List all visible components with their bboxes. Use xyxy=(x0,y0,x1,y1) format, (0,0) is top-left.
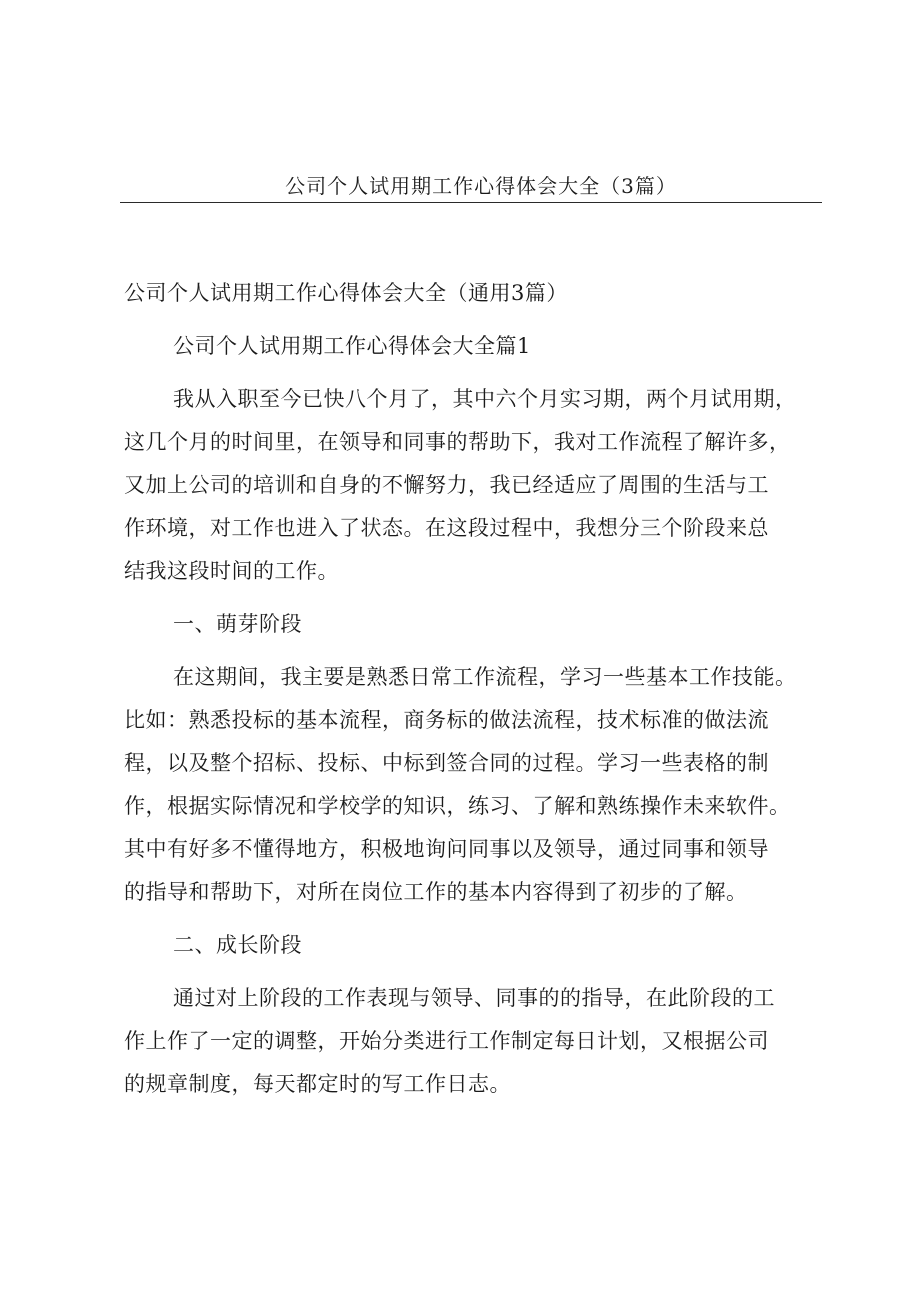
paragraph-2 xyxy=(124,656,824,914)
document-body xyxy=(124,272,824,1106)
paragraph-line: 又加上公司的培训和自身的不懈努力，我已经适应了周围的生活与工 xyxy=(124,473,769,497)
paragraph-line: 通过对上阶段的工作表现与领导、同事的的指导，在此阶段的工 xyxy=(173,986,775,1010)
paragraph-line: 比如：熟悉投标的基本流程，商务标的做法流程，技术标准的做法流 xyxy=(124,708,769,732)
section-heading-2: 二、成长阶段 xyxy=(173,933,302,957)
paragraph-1 xyxy=(124,378,824,593)
paragraph-line: 作上作了一定的调整，开始分类进行工作制定每日计划，又根据公司 xyxy=(124,1029,769,1053)
paragraph-line: 我从入职至今已快八个月了，其中六个月实习期，两个月试用期， xyxy=(173,387,797,411)
paragraph-line: 这几个月的时间里，在领导和同事的帮助下，我对工作流程了解许多， xyxy=(124,430,791,454)
paragraph-line: 作环境，对工作也进入了状态。在这段过程中，我想分三个阶段来总 xyxy=(124,516,769,540)
paragraph-line: 其中有好多不懂得地方，积极地询问同事以及领导，通过同事和领导 xyxy=(124,837,769,861)
paragraph-line: 的指导和帮助下，对所在岗位工作的基本内容得到了初步的了解。 xyxy=(124,880,748,904)
paragraph-line: 在这期间，我主要是熟悉日常工作流程，学习一些基本工作技能。 xyxy=(173,665,797,689)
paragraph-line: 的规章制度，每天都定时的写工作日志。 xyxy=(124,1072,511,1096)
page-header xyxy=(120,172,822,203)
main-title: 公司个人试用期工作心得体会大全（通用3篇） xyxy=(124,281,568,305)
subtitle: 公司个人试用期工作心得体会大全篇1 xyxy=(173,334,531,358)
paragraph-line: 作，根据实际情况和学校学的知识，练习、了解和熟练操作未来软件。 xyxy=(124,794,791,818)
section-heading-1: 一、萌芽阶段 xyxy=(173,612,302,636)
header-title: 公司个人试用期工作心得体会大全（3篇） xyxy=(285,174,677,198)
paragraph-line: 结我这段时间的工作。 xyxy=(124,559,339,583)
paragraph-line: 程，以及整个招标、投标、中标到签合同的过程。学习一些表格的制 xyxy=(124,751,769,775)
paragraph-3 xyxy=(124,977,824,1106)
